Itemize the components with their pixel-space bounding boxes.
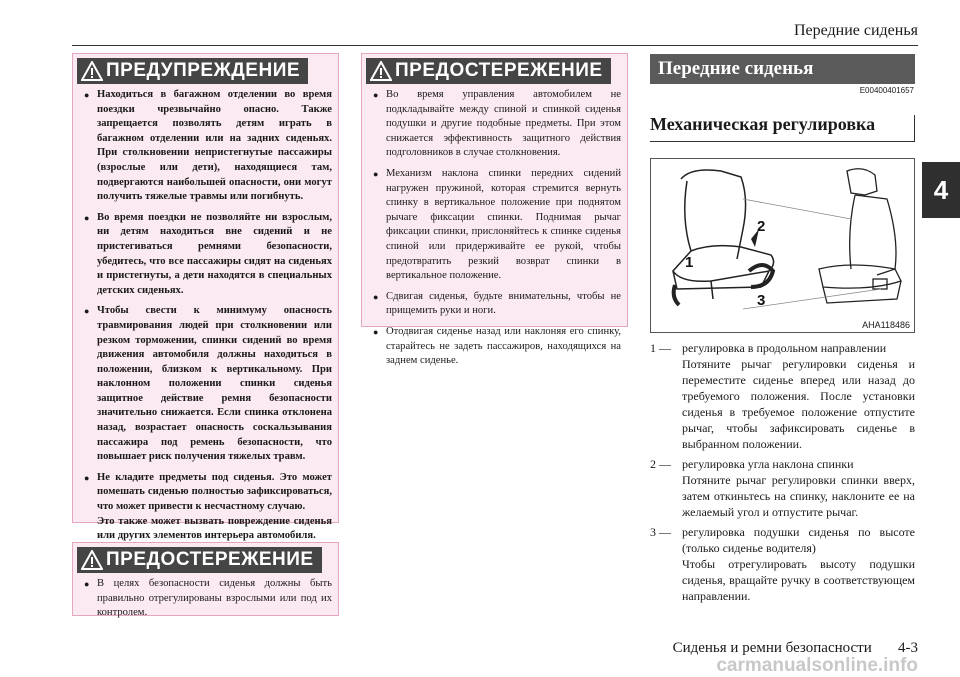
- subsection-side-rule: [914, 115, 915, 141]
- list-item: [650, 524, 915, 604]
- footer-chapter: Сиденья и ремни безопасности: [672, 640, 872, 656]
- warning-triangle-icon: [370, 61, 392, 81]
- item-number: 2 —: [650, 457, 671, 471]
- caution-bullet: ● Сдвигая сиденья, будьте внимательны, чтобы не прищемить руки и ноги.: [370, 290, 621, 319]
- item-number: 3 —: [650, 525, 671, 539]
- caution-body: [81, 577, 332, 627]
- caution-body: [370, 88, 621, 375]
- caution-title: ПРЕДОСТЕРЕЖЕНИЕ: [106, 549, 314, 570]
- item-number: 1 —: [650, 341, 671, 355]
- item-text: регулировка в продольном направлении Потяните рычаг регулировки сиденья и переместите сиденье вперед или назад до требуемого положения. После установки сиденья в требуемое положение отпустите рычаг, чтобы зафиксировать сиденье в выбранном положении.: [682, 341, 915, 451]
- figure-code: AHA118486: [862, 320, 910, 330]
- caution-bullet: ● Механизм наклона спинки передних сидений нагружен пружиной, которая стремится вернуть спинку в вертикальное положение при поднятом рычаге фиксации спинки. Поднимая рычаг фиксации спинки, прислоняйтесь к спинке сиденья спиной или придерживайте ее рукой, чтобы предотвратить резкий возврат спинки в вертикальное положение.: [370, 167, 621, 284]
- header-rule: [72, 45, 918, 46]
- caution-bullet: ● В целях безопасности сиденья должны быть правильно отрегулированы взрослыми или под их контролем.: [81, 577, 332, 621]
- warning-body: [81, 88, 332, 550]
- warning-header: [77, 58, 308, 84]
- warning-bullet: ● Чтобы свести к минимуму опасность травмирования людей при столкновении или резком торможении, спинки сидений во время движения автомобиля должны находиться в положении, близком к вертикальному. При наклонном положении спинки сиденья защитное действие ремня безопасности значительно снижается. Если спинка отклонена назад, возрастает опасность соскальзывания пассажира под ремень безопасности, что повышает риск получения тяжелых травм.: [81, 304, 332, 465]
- figure-label-2: 2: [757, 218, 766, 235]
- caution-title: ПРЕДОСТЕРЕЖЕНИЕ: [395, 60, 603, 81]
- caution-bullet: ● Отодвигая сиденье назад или наклоняя его спинку, старайтесь не задеть пассажиров, находящихся на заднем сиденье.: [370, 325, 621, 369]
- caution-box-middle: [361, 53, 628, 367]
- figure-label-1: 1: [685, 254, 694, 271]
- warning-triangle-icon: [81, 550, 103, 570]
- seat-adjustment-figure: [650, 158, 915, 333]
- warning-bullet: ● Во время поездки не позволяйте ни взрослым, ни детям находиться вне сидений и не пристегиваться ремнями безопасности, убедитесь, что все пассажиры сидят на сиденьях и пристегнуты, а дети находятся в специальных детских сиденьях.: [81, 211, 332, 299]
- caution-header: [77, 547, 322, 573]
- caution-header: [366, 58, 611, 84]
- section-code: E00400401657: [859, 86, 914, 95]
- warning-box: [72, 53, 339, 542]
- watermark: carmanualsonline.info: [716, 655, 918, 676]
- warning-title: ПРЕДУПРЕЖДЕНИЕ: [106, 60, 301, 81]
- warning-bullet: ● Находиться в багажном отделении во время поездки чрезвычайно опасно. Также запрещается позволять детям играть в багажном отделении или на задних сиденьях. При столкновении непристегнутые пассажиры (взрослые или дети), находящиеся там, подвергаются наибольшей опасности, они могут получить тяжелые травмы или погибнуть.: [81, 88, 332, 205]
- warning-triangle-icon: [81, 61, 103, 81]
- list-item: [650, 340, 915, 452]
- section-title: Передние сиденья: [650, 54, 915, 84]
- adjustment-list: [650, 340, 915, 608]
- subsection-rule: [650, 141, 915, 142]
- chapter-tab: 4: [922, 162, 960, 218]
- figure-label-3: 3: [757, 292, 766, 309]
- item-text: регулировка угла наклона спинки Потяните рычаг регулировки спинки вверх, затем откиньтесь на спинку, наклоните ее на желаемый угол и отпустите рычаг.: [682, 457, 915, 519]
- warning-bullet: ● Не кладите предметы под сиденья. Это может помешать сиденью полностью зафиксироваться, что может привести к несчастному случаю. Это также может вызвать повреждение сиденья или других элементов интерьера автомобиля.: [81, 471, 332, 544]
- caution-bullet: ● Во время управления автомобилем не подкладывайте между спиной и спинкой сиденья подушки и другие подобные предметы. При этом снижается эффективность защитного действия подголовников в случае столкновения.: [370, 88, 621, 161]
- caution-box-left: [72, 542, 339, 619]
- subsection-title: Механическая регулировка: [650, 114, 876, 134]
- item-text: регулировка подушки сиденья по высоте (только сиденье водителя) Чтобы отрегулировать высоту подушки сиденья, вращайте ручку в соответствующем направлении.: [682, 525, 915, 603]
- page-number: 4-3: [898, 640, 918, 656]
- list-item: [650, 456, 915, 520]
- page-header-title: Передние сиденья: [793, 22, 918, 39]
- seat-illustration: [651, 159, 914, 319]
